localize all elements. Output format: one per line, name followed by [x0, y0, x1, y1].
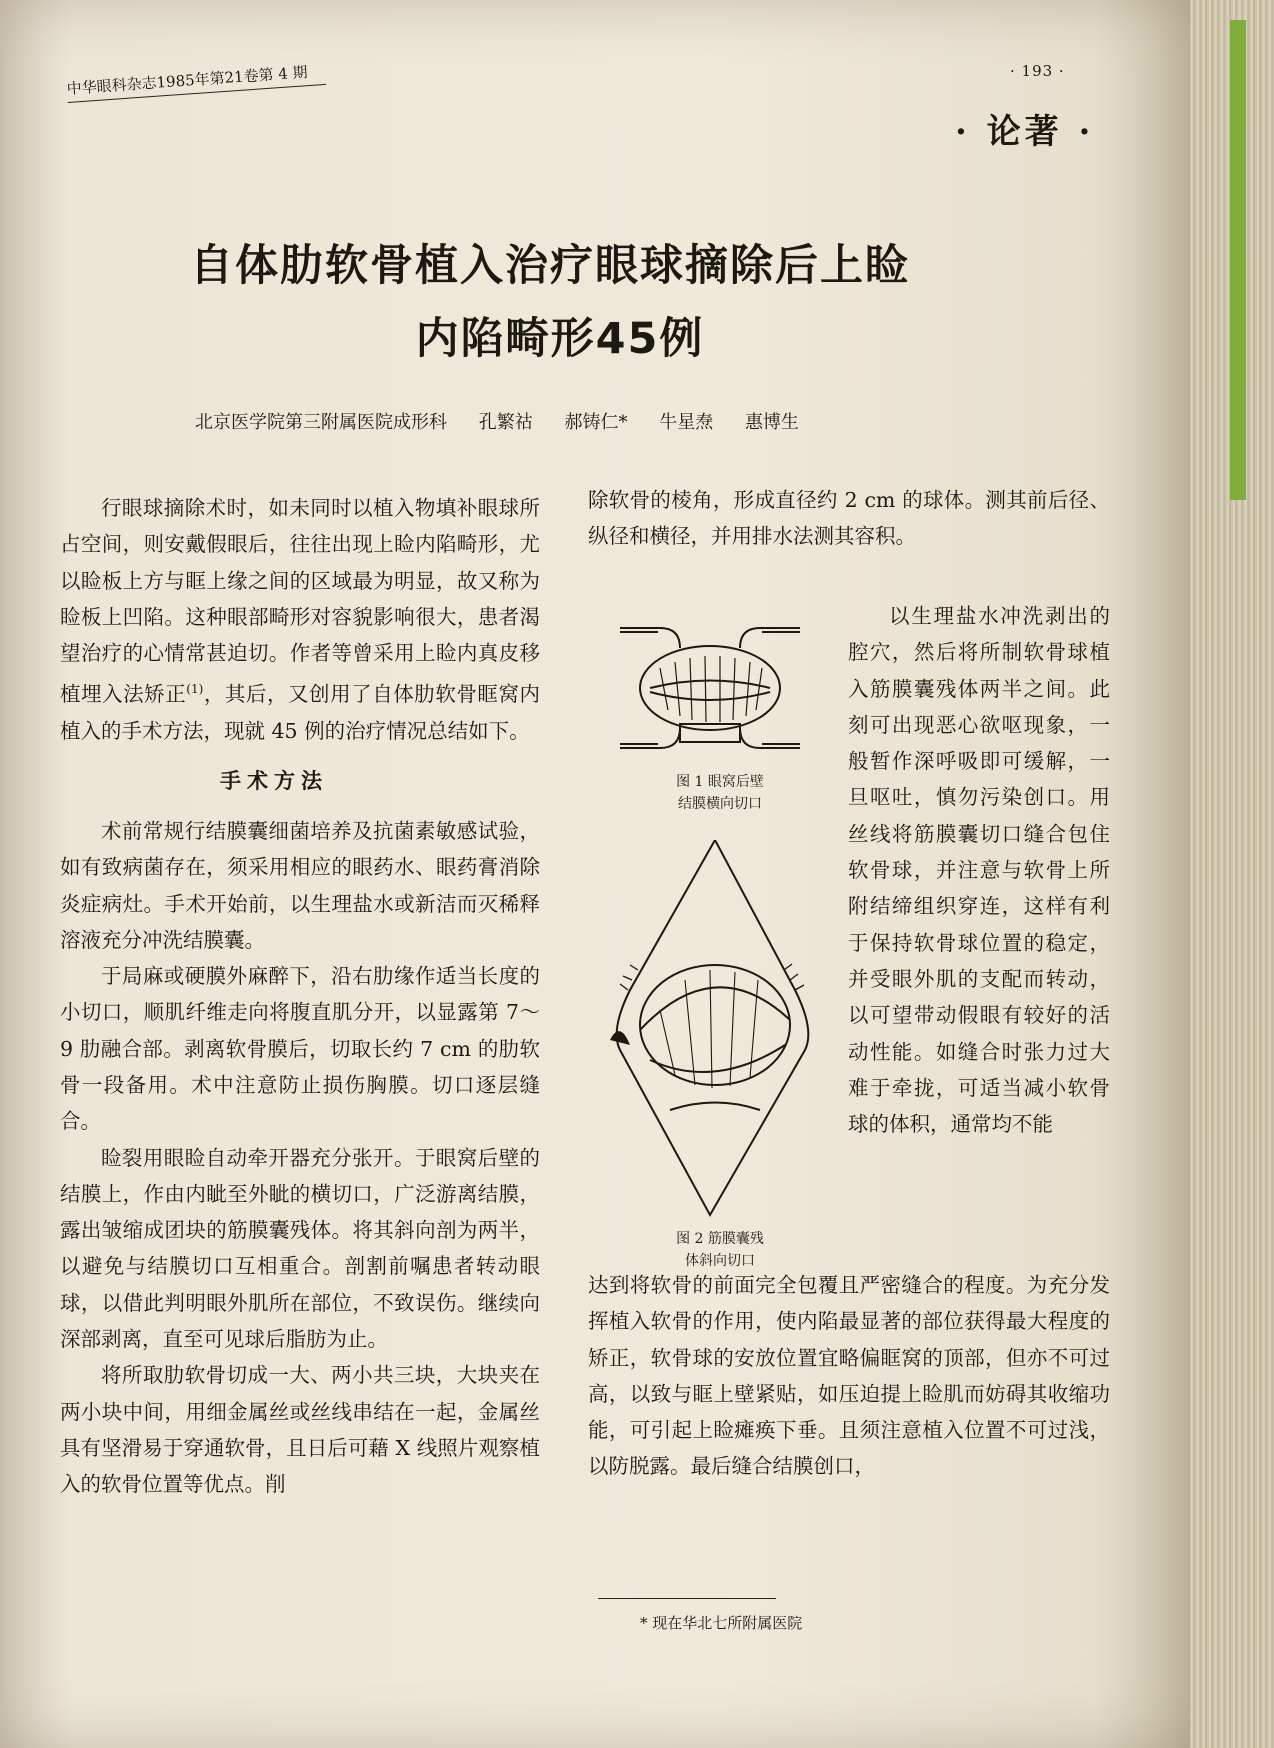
running-head: 中华眼科杂志1985年第21卷第 4 期 — [66, 60, 326, 103]
paragraph: 术前常规行结膜囊细菌培养及抗菌素敏感试验，如有致病菌存在，须采用相应的眼药水、眼药膏消除炎症病灶。手术开始前，以生理盐水或新洁而灭稀释溶液充分冲洗结膜囊。 — [60, 818, 540, 952]
paragraph: 睑裂用眼睑自动牵开器充分张开。于眼窝后壁的结膜上，作由内眦至外眦的横切口，广泛游离结膜，露出皱缩成团块的筋膜囊残体。将其斜向剖为两半，以避免与结膜切口互相重合。剖割前嘱患者转动眼球，以借此判明眼外肌所在部位，不致误伤。继续向深部剥离，直至可见球后脂肪为止。 — [60, 1145, 540, 1352]
citation-ref: (1) — [186, 682, 204, 697]
footnote-rule — [598, 1598, 776, 1599]
intro-paragraph: 行眼球摘除术时，如未同时以植入物填补眼球所占空间，则安戴假眼后，往往出现上睑内陷畸形，尤以睑板上方与眶上缘之间的区域最为明显，故又称为睑板上凹陷。这种眼部畸形对容貌影响很大，患者渴望治疗的心情常甚迫切。作者等曾采用上睑内真皮移植埋入法矫正$^{(1)}$，其后，又创用了自体肋软骨眶窝内植入的手术方法，现就 45 例的治疗情况总结如下。 — [60, 496, 541, 743]
article-title-line2: 内陷畸形45例 — [415, 314, 705, 364]
footnote: * 现在华北七所附属医院 — [640, 1614, 803, 1632]
author: 惠博生 — [744, 412, 799, 433]
right-column-bottom — [588, 1267, 1110, 1485]
figure1-caption: 图 1 眼窝后壁 结膜横向切口 — [676, 774, 764, 812]
paragraph: 以生理盐水冲洗剥出的腔穴，然后将所制软骨球植入筋膜囊残体两半之间。此刻可出现恶心欲呕现象，一般暂作深呼吸即可缓解，一旦呕吐，慎勿污染创口。用丝线将筋膜囊切口缝合包住软骨球，并注意与软骨上所附结缔组织穿连，这样有利于保持软骨球位置的稳定，并受眼外肌的支配而转动，以可望带动假眼有较好的活动性能。如缝合时张力过大难于牵拢，可适当减小软骨球的体积，通常均不能 — [848, 604, 1110, 1137]
paragraph: 达到将软骨的前面完全包覆且严密缝合的程度。为充分发挥植入软骨的作用，使内陷最显著的部位获得最大程度的矫正，软骨球的安放位置宜略偏眶窝的顶部，但亦不可过高，以致与眶上壁紧贴，如压迫提上睑肌而妨碍其收缩功能，可引起上睑瘫痪下垂。且须注意植入位置不可过浅，以防脱露。最后缝合结膜创口， — [588, 1273, 1110, 1479]
article-title-line1: 自体肋软骨植入治疗眼球摘除后上睑 — [190, 241, 910, 291]
figure2-caption: 图 2 筋膜囊残 体斜向切口 — [676, 1231, 764, 1269]
green-tab — [1230, 20, 1246, 500]
author: 孔繁祜 — [478, 412, 533, 433]
paragraph: 于局麻或硬膜外麻醉下，沿右肋缘作适当长度的小切口，顺肌纤维走向将腹直肌分开，以显露第 7～9 肋融合部。剥离软骨膜后，切取长约 7 cm 的肋软骨一段备用。术中注意防止损伤胸膜。切口逐层缝合。 — [60, 964, 540, 1134]
author: 郝铸仁* — [564, 412, 628, 433]
page-number: · 193 · — [1010, 62, 1065, 80]
right-column-top — [588, 482, 1110, 555]
right-column-narrow — [848, 598, 1110, 1142]
author-line — [195, 408, 825, 434]
section-tag: · 论著 · — [955, 112, 1095, 152]
figure2-fascia-diagram — [600, 840, 840, 1220]
left-column — [60, 490, 540, 1503]
paragraph: 除软骨的棱角，形成直径约 2 cm 的球体。测其前后径、纵径和横径，并用排水法测其容积。 — [588, 488, 1110, 549]
author: 牛星焘 — [659, 412, 714, 433]
paragraph: 将所取肋软骨切成一大、两小共三块，大块夹在两小块中间，用细金属丝或丝线串结在一起，金属丝具有坚滑易于穿通软骨，且日后可藉 X 线照片观察植入的软骨位置等优点。削 — [60, 1363, 540, 1497]
figure1-orbit-diagram — [620, 618, 800, 758]
affiliation: 北京医学院第三附属医院成形科 — [195, 412, 447, 433]
section-heading: 手术方法 — [220, 767, 328, 793]
